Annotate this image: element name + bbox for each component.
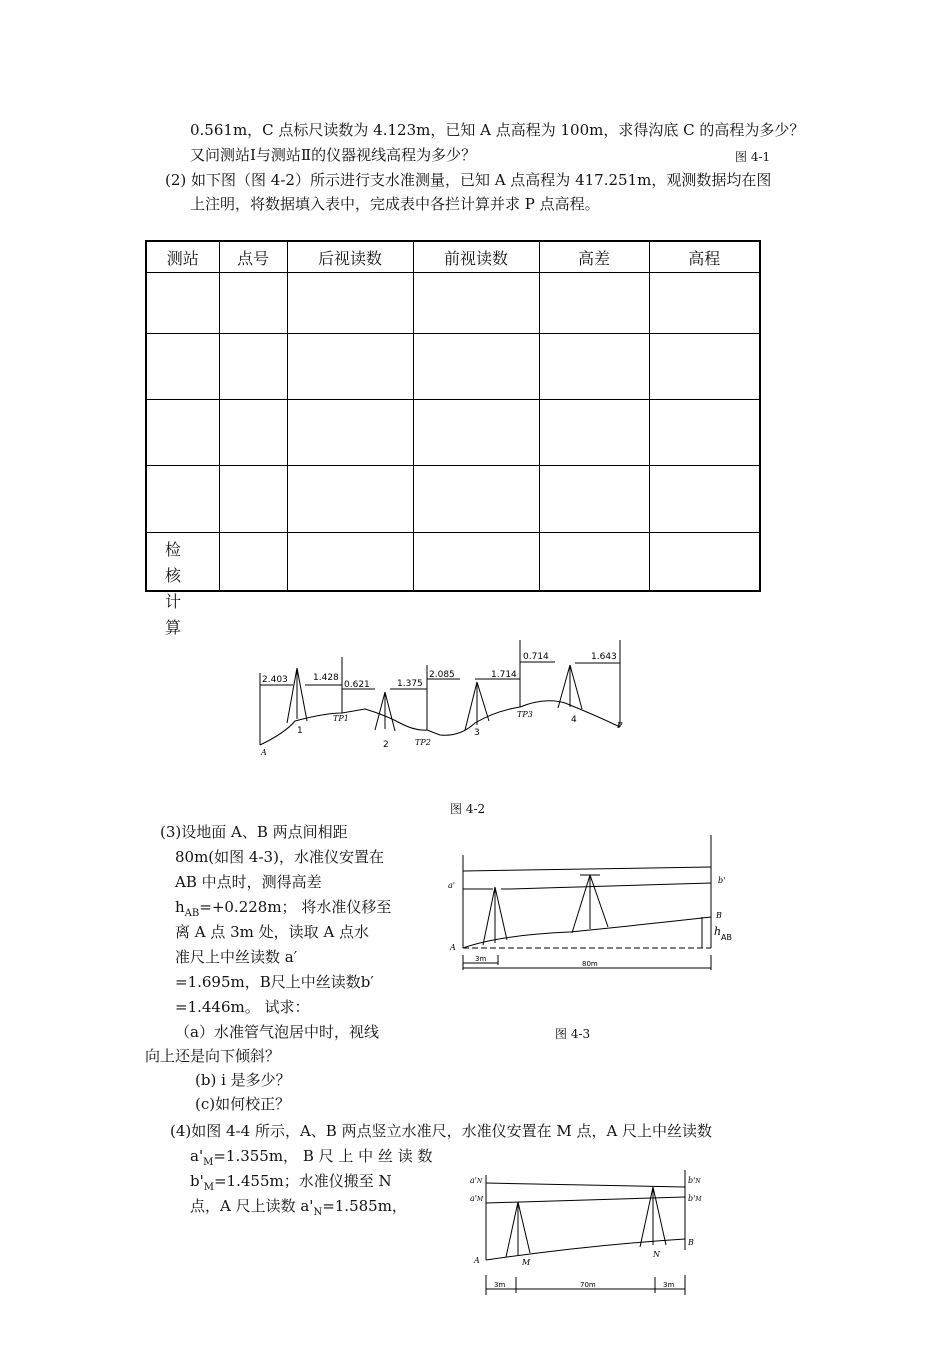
header-point: 点号 [219,241,287,273]
label-a: A [450,943,456,952]
label-h: h [714,925,722,938]
q4-line: (4)如图 4-4 所示，A、B 两点竖立水准尺，水准仪安置在 M 点，A 尺上中丝读数 [170,1122,713,1140]
station-label: 4 [571,715,577,725]
leveling-table [145,240,761,637]
dim-3m: 3m [475,955,487,963]
q4-line: $a'_M=1.355m$， B 尺 上 中 丝 读 数 [190,1147,433,1168]
label-n: N [653,1250,660,1259]
label-a-prime: a' [448,881,455,890]
label-b-prime: b' [718,876,726,885]
label-b-prime-m: b'M [688,1194,702,1203]
table-row [146,400,760,466]
table-row [146,465,760,532]
q3-line: 向上还是向下倾斜？ [145,1047,281,1065]
label-b-prime-n: b'N [688,1176,701,1185]
reading-label: 1.714 [491,670,517,680]
table-header-row [146,241,760,273]
q4-line: $b'_M=1.455m$；水准仪搬至 N [190,1172,392,1193]
q3-line: AB 中点时，测得高差 [175,873,322,891]
station-label: 1 [297,726,303,736]
q3-line: (b) i 是多少？ [195,1071,291,1089]
point-label: TP3 [517,710,533,719]
q3-line: （a）水准管气泡居中时，视线 [175,1023,379,1041]
q3-line: (3)设地面 A、B 两点间相距 [160,823,348,841]
reading-label: 1.428 [313,673,339,683]
figure-4-4 [470,1165,730,1310]
header-station: 测站 [146,241,219,273]
q3-line: 80m(如图 4-3)，水准仪安置在 [175,848,384,866]
text-line-2: 又问测站Ⅰ与测站Ⅱ的仪器视线高程为多少？ [190,146,477,164]
header-foresight: 前视读数 [413,241,539,273]
text-line-4: 上注明，将数据填入表中，完成表中各拦计算并求 P 点高程。 [190,195,600,213]
point-label: A [261,748,267,757]
label-a: A [474,1256,480,1265]
reading-label: 2.403 [262,675,288,685]
dim-70m: 70m [580,1281,596,1289]
reading-label: 0.621 [344,680,370,690]
point-label: TP1 [333,714,349,723]
label-a-prime-m: a'M [470,1194,484,1203]
header-height-diff: 高差 [539,241,649,273]
q3-line-hab: $h_{AB}=+0.228m$； 将水准仪移至 [175,898,392,919]
dim-3m: 3m [663,1281,675,1289]
q3-line: 准尺上中丝读数 a′ [175,948,298,966]
label-a-prime-n: a'N [470,1176,483,1185]
figure-caption-4-3: 图 4-3 [555,1027,591,1041]
table-row [146,334,760,400]
q3-line: =1.695m，B尺上中丝读数b′ [175,973,374,991]
figure-caption-4-2: 图 4-2 [450,802,486,816]
dim-3m: 3m [494,1281,506,1289]
label-b: B [716,911,722,920]
reading-label: 1.643 [591,652,617,662]
label-m: M [522,1258,531,1267]
figure-4-3 [440,835,740,980]
point-label: P [617,721,623,730]
point-label: TP2 [415,738,431,747]
label-ab: AB [721,933,732,942]
table-row [146,273,760,334]
station-label: 2 [383,740,389,750]
figure-4-2 [255,635,635,760]
q3-line: 离 A 点 3m 处，读取 A 点水 [175,923,370,941]
q4-line: 点，A 尺上读数 $a'_N=1.585m$， [190,1197,407,1218]
table-row-check [146,532,760,591]
station-label: 3 [474,728,480,738]
label-b: B [688,1238,694,1247]
text-line-3: (2) 如下图（图 4-2）所示进行支水准测量，已知 A 点高程为 417.251m，观测数据均在图 [165,171,772,189]
header-backsight: 后视读数 [287,241,413,273]
figure-caption-4-1: 图 4-1 [735,150,771,164]
dim-80m: 80m [582,960,598,968]
q3-line: =1.446m。 试求： [175,998,310,1016]
reading-label: 2.085 [429,670,455,680]
text-line-1: 0.561m，C 点标尺读数为 4.123m，已知 A 点高程为 100m，求得沟底 C 的高程为多少？ [190,121,805,139]
check-calc-label: 检 核 计 算 [165,539,188,637]
reading-label: 0.714 [523,652,549,662]
header-elevation: 高程 [649,241,760,273]
reading-label: 1.375 [397,679,423,689]
q3-line: (c)如何校正？ [195,1095,291,1113]
